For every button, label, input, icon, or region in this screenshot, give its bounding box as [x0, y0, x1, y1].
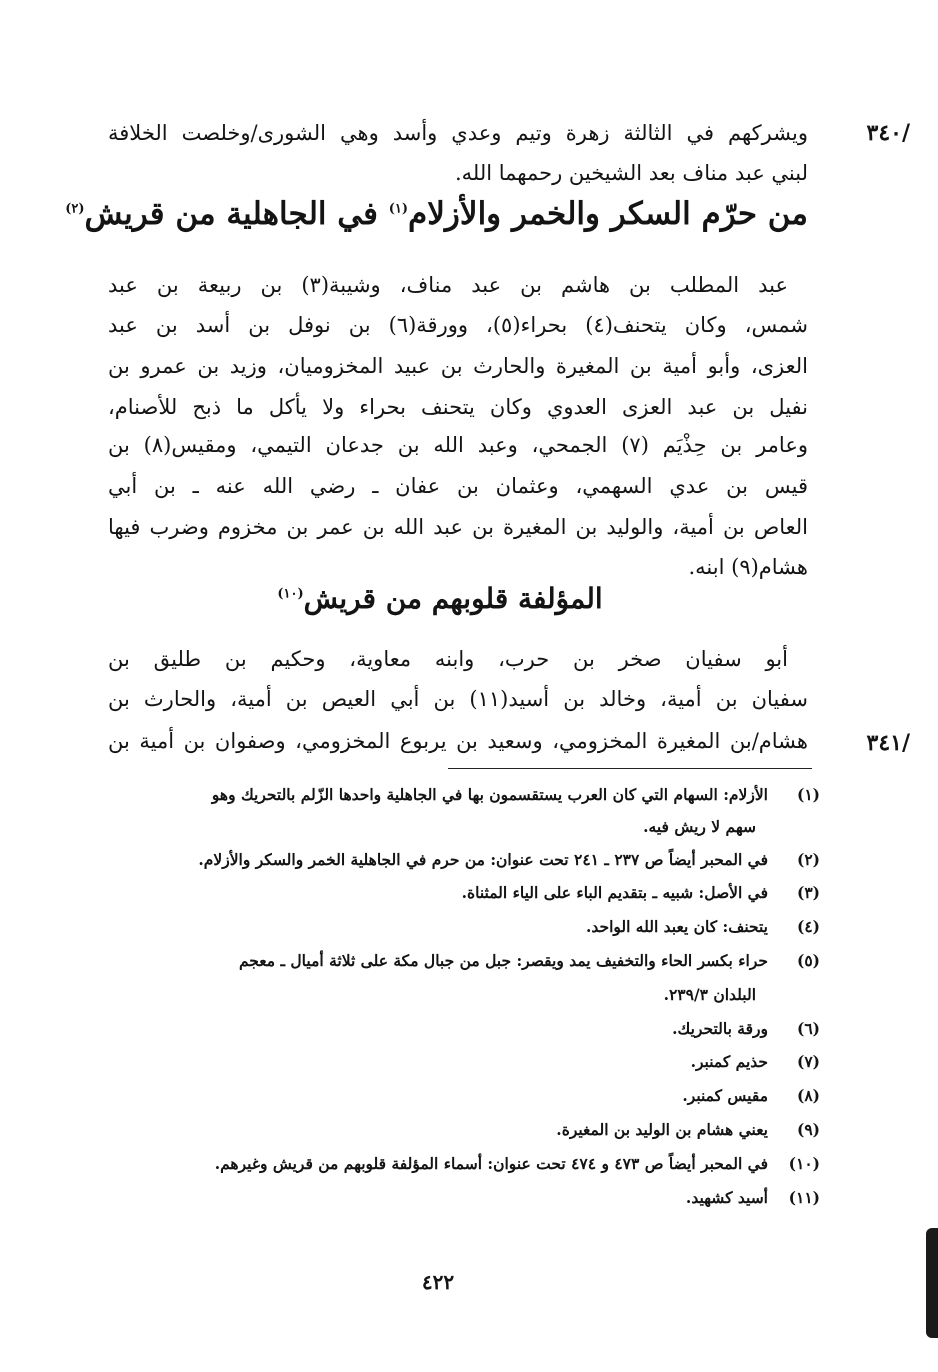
- intro-line: ويشركهم في الثالثة زهرة وتيم وعدي وأسد وهي الشورى/وخلصت الخلافة: [108, 121, 808, 145]
- footnote-number: (٨): [796, 1086, 820, 1105]
- footnote-text: حراء بكسر الحاء والتخفيف يمد ويقصر: جبل من جبال مكة على ثلاثة أميال ـ معجم: [238, 951, 768, 970]
- body-line: نفيل بن عبد العزى العدوي وكان يتحنف بحراء ولا يأكل ما ذبح للأصنام،: [108, 395, 808, 419]
- body-line: العاص بن أمية، والوليد بن المغيرة بن عبد الله بن عمر بن مخزوم وضرب فيها: [108, 515, 808, 539]
- footnote-divider: [448, 768, 812, 769]
- footnote-ref: (٢): [65, 201, 85, 217]
- footnote-text: مقيس كمنبر.: [682, 1086, 768, 1105]
- intro-line: لبني عبد مناف بعد الشيخين رحمهما الله.: [454, 161, 808, 185]
- footnote-text: الأزلام: السهام التي كان العرب يستقسمون بها في الجاهلية واحدها الزّلم بالتحريك وهو: [211, 785, 768, 804]
- margin-page-marker: ٣٤٠/: [866, 120, 910, 146]
- footnote-number: (٣): [796, 883, 820, 902]
- footnote-number: (٤): [796, 917, 820, 936]
- body-line: وعامر بن حِذْيَم (٧) الجمحي، وعبد الله بن جدعان التيمي، ومقيس(٨) بن: [108, 433, 808, 457]
- footnote: [100, 1014, 820, 1044]
- footnote: [100, 1149, 820, 1179]
- footnote-number: (٦): [796, 1019, 820, 1038]
- footnote-number: (٩): [796, 1120, 820, 1139]
- body-line: قيس بن عدي السهمي، وعثمان بن عفان ـ رضي الله عنه ـ بن أبي: [108, 474, 808, 498]
- footnote-continuation: البلدان ٢٣٩/٣.: [663, 985, 756, 1004]
- section-heading-text: في الجاهلية من قريش: [84, 196, 389, 232]
- footnote-number: (٥): [796, 951, 820, 970]
- page-number: ٤٢٢: [421, 1270, 455, 1294]
- footnote-text: في المحبر أيضاً ص ٢٣٧ ـ ٢٤١ تحت عنوان: من حرم في الجاهلية الخمر والسكر والأزلام.: [198, 850, 768, 869]
- footnote-number: (٧): [796, 1052, 820, 1071]
- footnote: [100, 1115, 820, 1145]
- body-line: عبد المطلب بن هاشم بن عبد مناف، وشيبة(٣) بن ربيعة بن عبد: [108, 273, 788, 297]
- footnote: [100, 1081, 820, 1111]
- footnote: [100, 1183, 820, 1213]
- section-heading: [230, 582, 650, 615]
- footnote-ref: (١٠): [277, 586, 304, 602]
- footnote-number: (٢): [796, 850, 820, 869]
- section-heading-text: المؤلفة قلوبهم من قريش: [303, 582, 603, 615]
- footnote-number: (١١): [788, 1188, 820, 1207]
- footnote: [100, 845, 820, 875]
- footnote-text: حذيم كمنبر.: [690, 1052, 768, 1071]
- footnote: [100, 878, 820, 908]
- body-line: العزى، وأبو أمية بن المغيرة والحارث بن عبيد المخزوميان، وزيد بن عمرو بن: [108, 354, 808, 378]
- scan-edge-shadow: [926, 1228, 938, 1338]
- body-line: هشام(٩) ابنه.: [688, 555, 808, 579]
- body-line: هشام/بن المغيرة المخزومي، وسعيد بن يربوع المخزومي، وصفوان بن أمية بن: [108, 729, 808, 753]
- section-heading-text: من حرّم السكر والخمر والأزلام: [408, 196, 808, 232]
- footnote-text: في الأصل: شبيه ـ بتقديم الباء على الياء المثناة.: [461, 883, 768, 902]
- footnote-text: في المحبر أيضاً ص ٤٧٣ و ٤٧٤ تحت عنوان: أسماء المؤلفة قلوبهم من قريش وغيرهم.: [214, 1154, 768, 1173]
- footnote-text: ورقة بالتحريك.: [672, 1019, 768, 1038]
- footnote-number: (١): [796, 785, 820, 804]
- footnote-continuation: سهم لا ريش فيه.: [643, 817, 756, 836]
- footnote-text: يعني هشام بن الوليد بن المغيرة.: [556, 1120, 768, 1139]
- footnote: [100, 946, 820, 976]
- body-line: شمس، وكان يتحنف(٤) بحراء(٥)، وورقة(٦) بن نوفل بن أسد بن عبد: [108, 313, 808, 337]
- footnote-text: أسيد كشهيد.: [685, 1188, 768, 1207]
- section-heading: [65, 196, 808, 232]
- body-line: سفيان بن أمية، وخالد بن أسيد(١١) بن أبي العيص بن أمية، والحارث بن: [108, 687, 808, 711]
- footnote-ref: (١): [388, 201, 409, 217]
- footnote-number: (١٠): [788, 1154, 820, 1173]
- body-line: أبو سفيان صخر بن حرب، وابنه معاوية، وحكيم بن طليق بن: [108, 647, 788, 671]
- footnote-text: يتحنف: كان يعبد الله الواحد.: [585, 917, 768, 936]
- footnote: [100, 912, 820, 942]
- margin-page-marker: ٣٤١/: [866, 730, 910, 756]
- footnote: [100, 780, 820, 810]
- footnote: [100, 1047, 820, 1077]
